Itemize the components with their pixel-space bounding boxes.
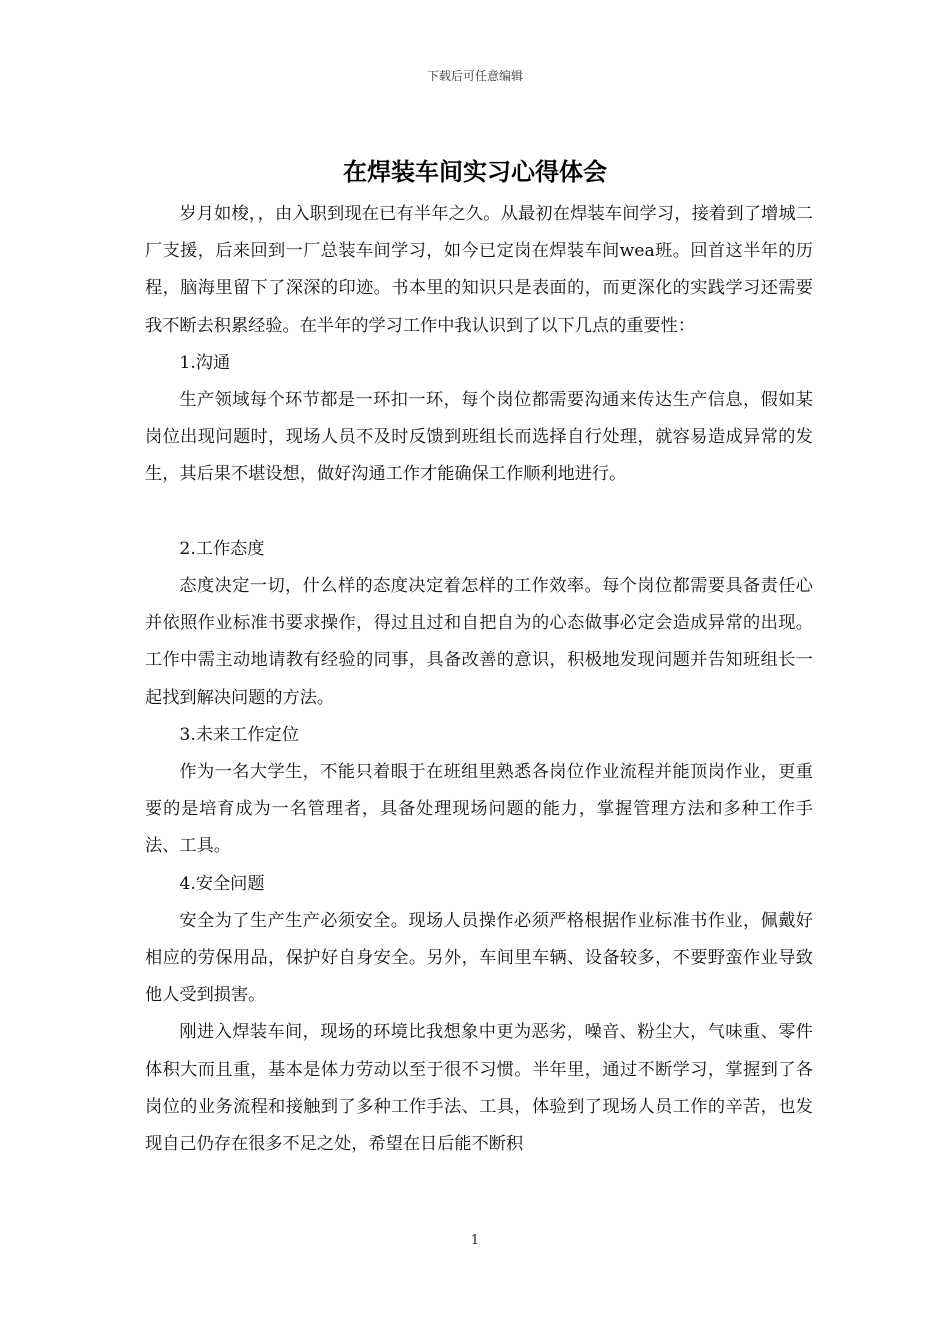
document-title: 在焊装车间实习心得体会 bbox=[343, 157, 607, 186]
section-heading-career: 3.未来工作定位 bbox=[179, 724, 299, 745]
section-heading-communication: 1.沟通 bbox=[179, 352, 231, 373]
section-text-attitude: 态度决定一切，什么样的态度决定着怎样的工作效率。每个岗位都需要具备责任心并依照作业标准书要求操作，得过且过和自把自为的心态做事必定会造成异常的出现。工作中需主动地请教有经验的同事，具备改善的意识，积极地发现问题并告知班组长一起找到解决问题的方法。 bbox=[145, 576, 813, 708]
intro-paragraph: 岁月如梭，，由入职到现在已有半年之久。从最初在焊装车间学习，接着到了增城二厂支援，后来回到一厂总装车间学习，如今已定岗在焊装车间wea班。回首这半年的历程，脑海里留下了深深的印迹。书本里的知识只是表面的，而更深化的实践学习还需要我不断去积累经验。在半年的学习工作中我认识到了以下几点的重要性： bbox=[145, 204, 813, 336]
section-text-communication: 生产领域每个环节都是一环扣一环，每个岗位都需要沟通来传达生产信息，假如某岗位出现问题时，现场人员不及时反馈到班组长而选择自行处理，就容易造成异常的发生，其后果不堪设想，做好沟通工作才能确保工作顺利地进行。 bbox=[145, 390, 813, 485]
document-body bbox=[145, 196, 813, 1163]
section-text-safety: 安全为了生产生产必须安全。现场人员操作必须严格根据作业标准书作业，佩戴好相应的劳保用品，保护好自身安全。另外，车间里车辆、设备较多，不要野蛮作业导致他人受到损害。 bbox=[145, 910, 813, 1006]
section-heading-safety: 4.安全问题 bbox=[179, 873, 265, 894]
section-text-career: 作为一名大学生，不能只着眼于在班组里熟悉各岗位作业流程并能顶岗作业，更重要的是培育成为一名管理者，具备处理现场问题的能力，掌握管理方法和多种工作手法、工具。 bbox=[145, 762, 813, 857]
closing-paragraph: 刚进入焊装车间，现场的环境比我想象中更为恶劣，噪音、粉尘大，气味重、零件体积大而且重，基本是体力劳动以至于很不习惯。半年里，通过不断学习，掌握到了各岗位的业务流程和接触到了多种工作手法、工具，体验到了现场人员工作的辛苦，也发现自己仍存在很多不足之处，希望在日后能不断积 bbox=[145, 1022, 813, 1155]
page-number: 1 bbox=[470, 1233, 480, 1248]
header-note: 下载后可任意编辑 bbox=[426, 69, 523, 83]
section-heading-attitude: 2.工作态度 bbox=[179, 538, 265, 559]
